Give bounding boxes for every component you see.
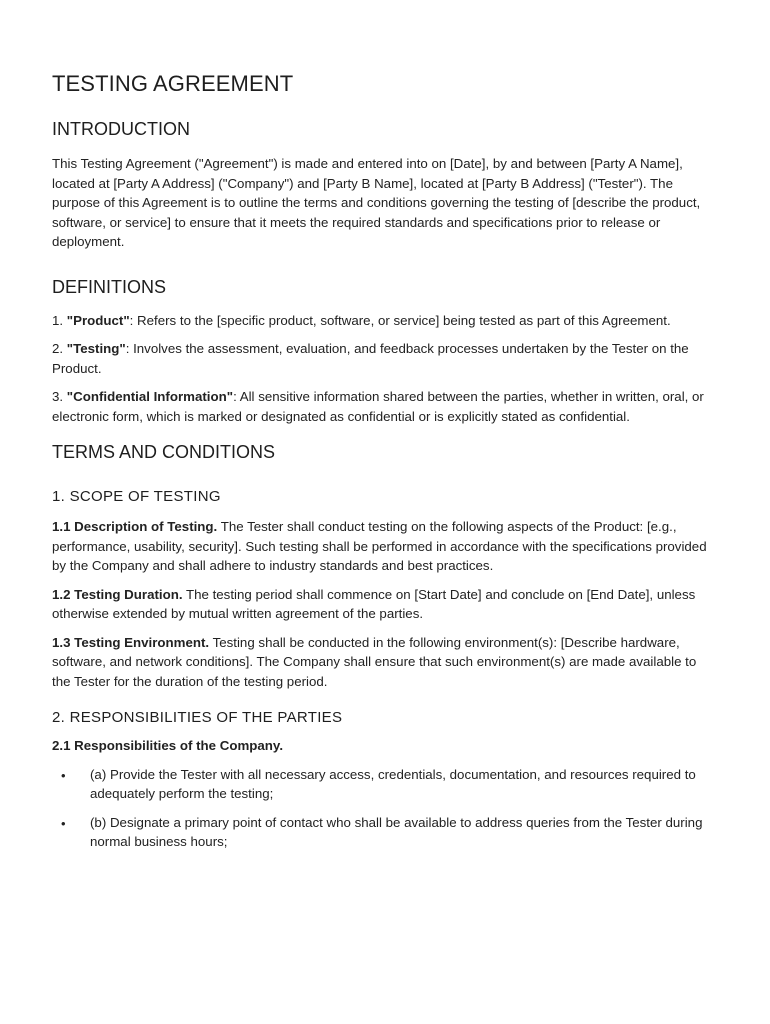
clause-label: 1.2 Testing Duration. <box>52 586 183 602</box>
document-title: TESTING AGREEMENT <box>52 71 294 96</box>
list-item <box>52 765 718 804</box>
company-responsibilities-label: 2.1 Responsibilities of the Company. <box>52 738 284 753</box>
company-responsibilities-heading <box>52 736 718 756</box>
definition-number: 2. <box>52 341 67 356</box>
clause-label: 1.3 Testing Environment. <box>52 634 210 650</box>
definition-number: 1. <box>52 312 67 328</box>
definition-text: : All sensitive information shared between the parties, whether in written, oral, or electronic form, which is marked or designated as confidential or is explicitly stated as confidential. <box>52 389 704 424</box>
clause-text: The Tester shall conduct testing on the following aspects of the Product: [e.g., performance, usability, security]. Such testing shall be performed in accordance with the specifications provided by the Company and shall adhere to industry standards and best practices. <box>52 519 707 573</box>
definition-term: "Confidential Information" <box>66 389 234 404</box>
scope-heading: 1. SCOPE OF TESTING <box>52 488 221 505</box>
clause-paragraph <box>52 585 718 624</box>
definition-item <box>52 339 718 378</box>
list-item <box>52 813 718 852</box>
clause-text: Testing shall be conducted in the following environment(s): [Describe hardware, software, and network conditions]. The Company shall ensure that such environment(s) are made available to the Tester for the duration of the testing period. <box>52 634 697 689</box>
clause-paragraph <box>52 517 718 576</box>
list-item-text: (a) Provide the Tester with all necessary access, credentials, documentation, and resources required to adequately perform the testing; <box>90 766 696 801</box>
definition-number: 3. <box>52 389 67 404</box>
list-item-text: (b) Designate a primary point of contact who shall be available to address queries from the Tester during normal business hours; <box>90 814 703 849</box>
clause-text: The testing period shall commence on [Start Date] and conclude on [End Date], unless otherwise extended by mutual written agreement of the parties. <box>52 586 696 621</box>
definition-item <box>52 387 718 426</box>
clause-label: 1.1 Description of Testing. <box>52 519 218 534</box>
clause-paragraph <box>52 633 718 692</box>
company-responsibilities-list <box>52 765 718 852</box>
definition-text: : Refers to the [specific product, software, or service] being tested as part of this Agreement. <box>129 312 671 328</box>
introduction-heading: INTRODUCTION <box>52 119 190 139</box>
bullet-icon: • <box>61 815 66 831</box>
responsibilities-heading: 2. RESPONSIBILITIES OF THE PARTIES <box>52 709 343 726</box>
definition-term: "Testing" <box>66 341 126 356</box>
terms-heading: TERMS AND CONDITIONS <box>52 442 276 462</box>
definition-item <box>52 311 718 331</box>
definitions-heading: DEFINITIONS <box>52 276 167 297</box>
definition-term: "Product" <box>66 312 130 328</box>
introduction-paragraph: This Testing Agreement ("Agreement") is made and entered into on [Date], by and between [Party A Name], located at [Party A Address] ("Company") and [Party B Name], located at [Party B Address] ("Tester"). The purpose of this Agreement is to outline the terms and conditions governing the testing of [describe the product, software, or service] to ensure that it meets the required standards and specifications prior to release or deployment. <box>52 156 701 249</box>
bullet-icon: • <box>61 767 66 783</box>
definition-text: : Involves the assessment, evaluation, and feedback processes undertaken by the Tester on the Product. <box>52 341 689 376</box>
